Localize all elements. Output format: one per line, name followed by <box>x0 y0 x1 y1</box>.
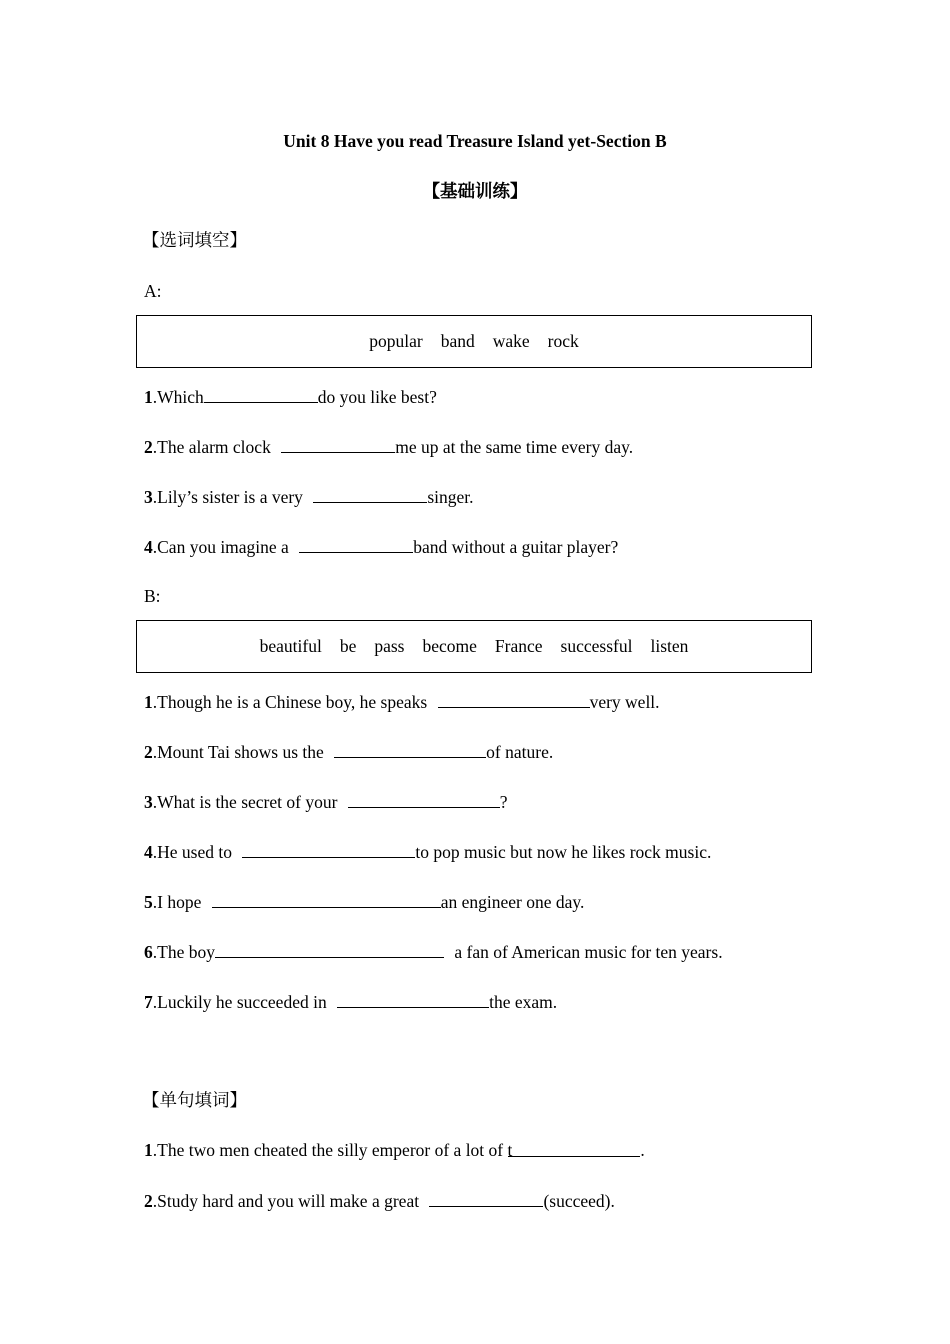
question-b7 <box>144 990 557 1013</box>
question-text: .Study hard and you will make a great <box>152 1191 424 1211</box>
question-number: 2 <box>144 742 153 762</box>
answer-blank[interactable] <box>348 790 500 808</box>
question-text: .Luckily he succeeded in <box>152 992 332 1012</box>
word-box-word: beautiful <box>259 636 322 656</box>
question-text: .Lily’s sister is a very <box>152 487 308 507</box>
question-b3 <box>144 790 508 813</box>
question-c1 <box>144 1139 645 1161</box>
question-text: ? <box>499 792 508 812</box>
section2-heading: 【单句填词】 <box>142 1090 247 1110</box>
word-box-word: successful <box>560 636 633 656</box>
question-text: .Which <box>152 387 204 407</box>
question-b1 <box>144 690 660 713</box>
word-box-word: be <box>339 636 357 656</box>
partB-label: B: <box>144 586 161 606</box>
question-text: a fan of American music for ten years. <box>449 942 723 962</box>
question-a1 <box>144 385 437 408</box>
word-box-word: pass <box>374 636 405 656</box>
question-text: an engineer one day. <box>440 892 585 912</box>
question-a4 <box>144 535 618 558</box>
question-text: .I hope <box>152 892 206 912</box>
word-box-word: become <box>422 636 477 656</box>
answer-blank[interactable] <box>299 535 413 553</box>
word-box-word: popular <box>369 331 423 351</box>
question-text: .The alarm clock <box>152 437 276 457</box>
question-number: 7 <box>144 992 153 1012</box>
answer-blank[interactable] <box>313 485 427 503</box>
question-b5 <box>144 890 584 913</box>
answer-blank[interactable] <box>212 890 441 908</box>
question-number: 3 <box>144 792 153 812</box>
question-number: 2 <box>144 1191 153 1211</box>
question-text: band without a guitar player? <box>413 537 619 557</box>
answer-blank[interactable] <box>429 1189 543 1207</box>
answer-blank[interactable] <box>507 1139 641 1160</box>
question-text: .Mount Tai shows us the <box>152 742 329 762</box>
question-text: the exam. <box>489 992 558 1012</box>
question-text: singer. <box>427 487 474 507</box>
answer-blank[interactable] <box>334 740 486 758</box>
word-box-word: listen <box>650 636 689 656</box>
question-text: .Can you imagine a <box>152 537 294 557</box>
partA-label: A: <box>144 281 162 301</box>
subtitle: 【基础训练】 <box>422 181 528 201</box>
question-number: 1 <box>144 1140 153 1160</box>
question-number: 2 <box>144 437 153 457</box>
section1-heading: 【选词填空】 <box>142 230 247 250</box>
word-box-word: rock <box>547 331 579 351</box>
answer-blank[interactable] <box>242 840 415 858</box>
question-a2 <box>144 435 633 458</box>
question-text: .What is the secret of your <box>152 792 342 812</box>
word-box-b <box>136 620 812 673</box>
question-text: (succeed). <box>543 1191 615 1211</box>
question-text: do you like best? <box>317 387 437 407</box>
word-box-word: France <box>494 636 543 656</box>
question-text: .Though he is a Chinese boy, he speaks <box>152 692 432 712</box>
answer-blank[interactable] <box>438 690 590 708</box>
question-number: 4 <box>144 537 153 557</box>
word-box-word: band <box>440 331 475 351</box>
question-text: to pop music but now he likes rock music. <box>415 842 712 862</box>
word-box-word: wake <box>492 331 530 351</box>
question-text: very well. <box>589 692 660 712</box>
question-text: of nature. <box>486 742 554 762</box>
question-b2 <box>144 740 553 763</box>
document-title: Unit 8 Have you read Treasure Island yet-Section B <box>283 131 667 151</box>
question-number: 1 <box>144 692 153 712</box>
answer-blank[interactable] <box>337 990 489 1008</box>
question-b6 <box>144 940 723 963</box>
question-text: .He used to <box>152 842 237 862</box>
hint-letter: t <box>507 1140 513 1160</box>
question-a3 <box>144 485 474 508</box>
question-text: .The boy <box>152 942 215 962</box>
question-number: 1 <box>144 387 153 407</box>
answer-blank[interactable] <box>281 435 395 453</box>
word-box-a <box>136 315 812 368</box>
question-c2 <box>144 1189 615 1212</box>
question-number: 4 <box>144 842 153 862</box>
question-number: 5 <box>144 892 153 912</box>
question-number: 3 <box>144 487 153 507</box>
answer-blank[interactable] <box>204 385 318 403</box>
question-b4 <box>144 840 711 863</box>
question-text: .The two men cheated the silly emperor of a lot of <box>152 1140 508 1160</box>
question-number: 6 <box>144 942 153 962</box>
question-text: . <box>640 1140 645 1160</box>
question-text: me up at the same time every day. <box>395 437 634 457</box>
answer-blank[interactable] <box>215 940 444 958</box>
